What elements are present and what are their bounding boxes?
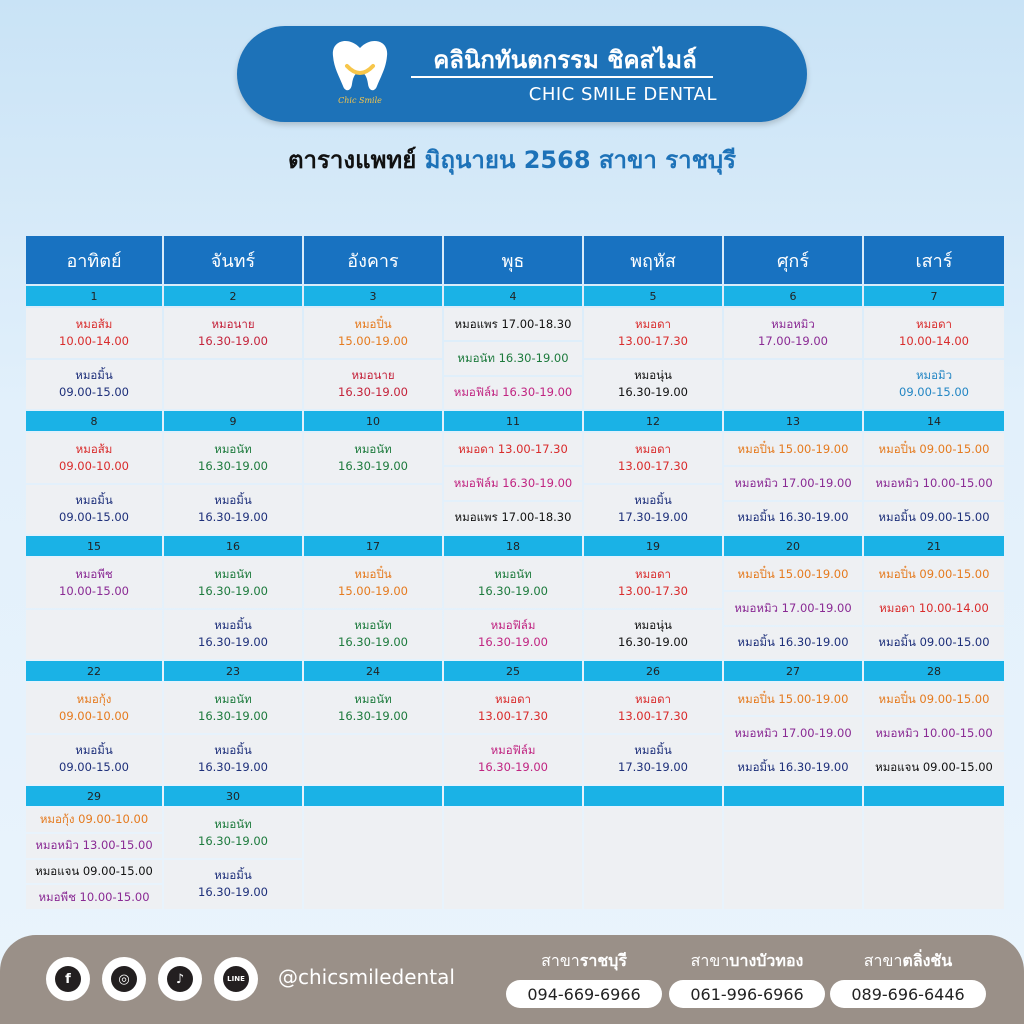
date-number: 10 xyxy=(304,411,442,431)
schedule-cell xyxy=(304,683,442,784)
doctor-entry xyxy=(864,592,1004,624)
shift-time: 15.00-19.00 xyxy=(338,333,408,348)
branch-phone[interactable]: 089-696-6446 xyxy=(830,980,986,1008)
date-number: 2 xyxy=(164,286,302,306)
doctor-name: หมอดา xyxy=(635,691,671,706)
schedule-cell xyxy=(26,808,162,909)
doctor-name: หมอนัท xyxy=(214,816,252,831)
shift-time: 13.00-17.30 xyxy=(618,333,688,348)
doctor-entry xyxy=(724,308,862,358)
empty-slot xyxy=(444,808,582,909)
shift-time: 09.00-15.00 xyxy=(59,510,129,525)
date-number: 9 xyxy=(164,411,302,431)
doctor-shift: หมอปิ๋น 09.00-15.00 xyxy=(878,441,990,456)
shift-time: 10.00-15.00 xyxy=(59,583,129,598)
doctor-name: หมอนาย xyxy=(211,316,255,331)
doctor-name: หมอดา xyxy=(916,316,952,331)
date-number: 4 xyxy=(444,286,582,306)
empty-slot xyxy=(304,808,442,909)
schedule-cell xyxy=(584,433,722,534)
doctor-name: หมอนุ่น xyxy=(634,368,672,383)
schedule-cell xyxy=(584,808,722,909)
doctor-entry xyxy=(164,485,302,535)
empty-slot xyxy=(724,808,862,909)
doctor-shift: หมอกุ้ง 09.00-10.00 xyxy=(39,812,149,827)
title-prefix: ตารางแพทย์ xyxy=(287,146,417,174)
doctor-entry xyxy=(864,433,1004,465)
doctor-entry xyxy=(584,485,722,535)
schedule-cell xyxy=(724,308,862,409)
empty-slot xyxy=(584,808,722,909)
doctor-name: หมอส้ม xyxy=(75,316,113,331)
day-header: อังคาร xyxy=(304,236,442,284)
shift-time: 16.30-19.00 xyxy=(618,635,688,650)
schedule-cell xyxy=(164,308,302,409)
schedule-cell xyxy=(164,808,302,909)
schedule-cell xyxy=(724,808,862,909)
doctor-name: หมอมิ้น xyxy=(634,493,672,508)
doctor-entry xyxy=(164,308,302,358)
facebook-icon-glyph: f xyxy=(55,966,81,992)
doctor-name: หมอนัท xyxy=(354,691,392,706)
day-header: พฤหัส xyxy=(584,236,722,284)
doctor-shift: หมอปิ๋น 09.00-15.00 xyxy=(878,691,990,706)
doctor-schedule-calendar xyxy=(26,236,1008,904)
date-number: 7 xyxy=(864,286,1004,306)
doctor-entry xyxy=(864,308,1004,358)
date-number: 15 xyxy=(26,536,162,556)
clinic-header xyxy=(237,26,807,122)
tiktok-icon[interactable] xyxy=(158,957,202,1001)
clinic-logo xyxy=(325,36,395,112)
doctor-entry xyxy=(584,735,722,785)
date-number: 13 xyxy=(724,411,862,431)
doctor-entry xyxy=(724,752,862,784)
day-header: อาทิตย์ xyxy=(26,236,162,284)
social-handle[interactable]: @chicsmiledental xyxy=(278,965,455,989)
branch-prefix: สาขา xyxy=(863,951,903,970)
doctor-name: หมอดา xyxy=(635,316,671,331)
doctor-entry xyxy=(864,360,1004,410)
doctor-entry xyxy=(26,808,162,832)
doctor-entry xyxy=(26,558,162,608)
doctor-name: หมอดา xyxy=(635,441,671,456)
doctor-entry xyxy=(26,683,162,733)
doctor-name: หมอนัท xyxy=(214,566,252,581)
doctor-shift: หมอมิ้น 16.30-19.00 xyxy=(737,635,849,650)
shift-time: 16.30-19.00 xyxy=(338,708,408,723)
schedule-cell xyxy=(26,433,162,534)
shift-time: 16.30-19.00 xyxy=(338,385,408,400)
date-number: 28 xyxy=(864,661,1004,681)
doctor-shift: หมอหมิว 10.00-15.00 xyxy=(875,725,993,740)
doctor-entry xyxy=(444,377,582,409)
branch-name: ตลิ่งชัน xyxy=(902,951,953,970)
doctor-entry xyxy=(724,592,862,624)
doctor-entry xyxy=(864,467,1004,499)
branch-phone[interactable]: 061-996-6966 xyxy=(669,980,825,1008)
title-month-branch: มิถุนายน 2568 สาขา ราชบุรี xyxy=(424,146,737,174)
footer-bar xyxy=(0,935,1024,1024)
doctor-entry xyxy=(164,808,302,858)
doctor-shift: หมอพีช 10.00-15.00 xyxy=(38,889,150,904)
empty-slot xyxy=(304,735,442,785)
shift-time: 09.00-10.00 xyxy=(59,458,129,473)
doctor-entry xyxy=(584,683,722,733)
date-number xyxy=(724,786,862,806)
shift-time: 17.30-19.00 xyxy=(618,760,688,775)
date-number: 12 xyxy=(584,411,722,431)
doctor-name: หมอส้ม xyxy=(75,441,113,456)
branch-name: ราชบุรี xyxy=(579,951,627,970)
shift-time: 16.30-19.00 xyxy=(198,510,268,525)
shift-time: 10.00-14.00 xyxy=(59,333,129,348)
instagram-icon-glyph: ◎ xyxy=(111,966,137,992)
doctor-entry xyxy=(724,502,862,534)
date-number: 8 xyxy=(26,411,162,431)
doctor-shift: หมอมิ้น 09.00-15.00 xyxy=(878,635,990,650)
doctor-shift: หมอปิ๋น 15.00-19.00 xyxy=(737,566,849,581)
doctor-entry xyxy=(584,360,722,410)
doctor-entry xyxy=(304,558,442,608)
doctor-shift: หมอดา 13.00-17.30 xyxy=(458,441,568,456)
doctor-name: หมอมิ้น xyxy=(214,868,252,883)
date-number: 30 xyxy=(164,786,302,806)
doctor-entry xyxy=(164,735,302,785)
day-header: พุธ xyxy=(444,236,582,284)
day-header: จันทร์ xyxy=(164,236,302,284)
schedule-cell xyxy=(26,308,162,409)
doctor-entry xyxy=(724,717,862,749)
doctor-entry xyxy=(26,433,162,483)
tiktok-icon-glyph: ♪ xyxy=(167,966,193,992)
shift-time: 13.00-17.30 xyxy=(618,708,688,723)
doctor-entry xyxy=(26,735,162,785)
doctor-name: หมอฟิล์ม xyxy=(490,618,536,633)
date-number: 16 xyxy=(164,536,302,556)
doctor-shift: หมอปิ๋น 09.00-15.00 xyxy=(878,566,990,581)
doctor-entry xyxy=(26,834,162,858)
doctor-entry xyxy=(864,558,1004,590)
doctor-entry xyxy=(304,610,442,660)
date-number: 22 xyxy=(26,661,162,681)
doctor-entry xyxy=(584,308,722,358)
shift-time: 16.30-19.00 xyxy=(478,583,548,598)
doctor-name: หมอดา xyxy=(495,691,531,706)
schedule-cell xyxy=(584,683,722,784)
doctor-name: หมอนัท xyxy=(494,566,532,581)
schedule-cell xyxy=(864,433,1004,534)
schedule-cell xyxy=(444,683,582,784)
doctor-entry xyxy=(444,610,582,660)
doctor-shift: หมอมิ้น 16.30-19.00 xyxy=(737,760,849,775)
doctor-shift: หมอแพร 17.00-18.30 xyxy=(454,316,572,331)
date-number: 25 xyxy=(444,661,582,681)
schedule-cell xyxy=(26,558,162,659)
branch-label xyxy=(830,949,986,974)
doctor-shift: หมอปิ๋น 15.00-19.00 xyxy=(737,691,849,706)
doctor-name: หมอฟิล์ม xyxy=(490,743,536,758)
date-number: 26 xyxy=(584,661,722,681)
date-number: 20 xyxy=(724,536,862,556)
shift-time: 09.00-10.00 xyxy=(59,708,129,723)
shift-time: 16.30-19.00 xyxy=(338,635,408,650)
branch-label xyxy=(506,949,662,974)
schedule-cell xyxy=(164,683,302,784)
date-number: 29 xyxy=(26,786,162,806)
doctor-entry xyxy=(864,502,1004,534)
empty-slot xyxy=(864,808,1004,909)
doctor-entry xyxy=(724,433,862,465)
date-number xyxy=(304,786,442,806)
branch-prefix: สาขา xyxy=(690,951,730,970)
doctor-entry xyxy=(864,752,1004,784)
day-header: เสาร์ xyxy=(864,236,1004,284)
shift-time: 16.30-19.00 xyxy=(198,708,268,723)
date-number: 17 xyxy=(304,536,442,556)
doctor-name: หมอมิ้น xyxy=(634,743,672,758)
doctor-entry xyxy=(444,467,582,499)
doctor-entry xyxy=(584,433,722,483)
doctor-entry xyxy=(864,683,1004,715)
shift-time: 13.00-17.30 xyxy=(618,458,688,473)
doctor-entry xyxy=(584,610,722,660)
shift-time: 16.30-19.00 xyxy=(198,833,268,848)
shift-time: 16.30-19.00 xyxy=(198,583,268,598)
doctor-shift: หมอดา 10.00-14.00 xyxy=(879,600,989,615)
facebook-icon[interactable] xyxy=(46,957,90,1001)
branch-prefix: สาขา xyxy=(541,951,580,970)
schedule-cell xyxy=(304,308,442,409)
doctor-entry xyxy=(584,558,722,608)
branch-label xyxy=(669,949,825,974)
shift-time: 15.00-19.00 xyxy=(338,583,408,598)
schedule-cell xyxy=(864,308,1004,409)
branch-name: บางบัวทอง xyxy=(729,951,804,970)
doctor-name: หมอมิ้น xyxy=(75,743,113,758)
date-number xyxy=(584,786,722,806)
doctor-name: หมอมิ้น xyxy=(214,743,252,758)
shift-time: 16.30-19.00 xyxy=(198,333,268,348)
shift-time: 16.30-19.00 xyxy=(338,458,408,473)
empty-slot xyxy=(26,610,162,660)
doctor-entry xyxy=(26,360,162,410)
doctor-entry xyxy=(724,467,862,499)
doctor-entry xyxy=(164,610,302,660)
doctor-shift: หมอแจน 09.00-15.00 xyxy=(875,760,993,775)
doctor-name: หมอดา xyxy=(635,566,671,581)
doctor-name: หมอนาย xyxy=(351,368,395,383)
doctor-entry xyxy=(304,360,442,410)
shift-time: 10.00-14.00 xyxy=(899,333,969,348)
clinic-name-thai: คลินิกทันตกรรม ชิคสไมล์ xyxy=(433,46,697,74)
doctor-shift: หมอแจน 09.00-15.00 xyxy=(35,863,153,878)
schedule-cell xyxy=(864,683,1004,784)
doctor-name: หมอมิ้น xyxy=(75,493,113,508)
date-number xyxy=(444,786,582,806)
date-number: 21 xyxy=(864,536,1004,556)
doctor-entry xyxy=(724,627,862,659)
doctor-entry xyxy=(164,683,302,733)
shift-time: 16.30-19.00 xyxy=(198,760,268,775)
doctor-entry xyxy=(444,342,582,374)
doctor-entry xyxy=(724,558,862,590)
shift-time: 16.30-19.00 xyxy=(198,885,268,900)
schedule-cell xyxy=(864,558,1004,659)
doctor-entry xyxy=(304,308,442,358)
date-number: 18 xyxy=(444,536,582,556)
logo-text: Chic Smile xyxy=(338,96,382,105)
doctor-shift: หมอหมิว 17.00-19.00 xyxy=(734,475,852,490)
doctor-entry xyxy=(26,885,162,909)
doctor-name: หมอนัท xyxy=(214,441,252,456)
shift-time: 09.00-15.00 xyxy=(59,760,129,775)
date-number: 27 xyxy=(724,661,862,681)
doctor-entry xyxy=(444,308,582,340)
doctor-entry xyxy=(26,485,162,535)
doctor-name: หมอมิ้น xyxy=(214,493,252,508)
doctor-entry xyxy=(444,735,582,785)
date-number: 11 xyxy=(444,411,582,431)
doctor-shift: หมอมิ้น 09.00-15.00 xyxy=(878,510,990,525)
shift-time: 17.00-19.00 xyxy=(758,333,828,348)
schedule-cell xyxy=(444,433,582,534)
date-number: 5 xyxy=(584,286,722,306)
schedule-cell xyxy=(864,808,1004,909)
schedule-cell xyxy=(584,308,722,409)
schedule-cell xyxy=(724,558,862,659)
doctor-shift: หมอฟิล์ม 16.30-19.00 xyxy=(453,385,573,400)
branch-contact xyxy=(669,949,825,1008)
shift-time: 09.00-15.00 xyxy=(899,385,969,400)
doctor-entry xyxy=(164,433,302,483)
tooth-logo-icon xyxy=(325,36,395,98)
empty-slot xyxy=(164,360,302,410)
doctor-shift: หมอหมิว 17.00-19.00 xyxy=(734,600,852,615)
doctor-name: หมอนัท xyxy=(214,691,252,706)
doctor-entry xyxy=(26,308,162,358)
date-number xyxy=(864,786,1004,806)
shift-time: 13.00-17.30 xyxy=(618,583,688,598)
doctor-shift: หมอแพร 17.00-18.30 xyxy=(454,510,572,525)
page-title xyxy=(0,140,1024,179)
doctor-entry xyxy=(444,558,582,608)
doctor-entry xyxy=(164,558,302,608)
instagram-icon[interactable] xyxy=(102,957,146,1001)
doctor-shift: หมอหมิว 17.00-19.00 xyxy=(734,725,852,740)
date-number: 14 xyxy=(864,411,1004,431)
date-number: 23 xyxy=(164,661,302,681)
doctor-name: หมอนัท xyxy=(354,441,392,456)
doctor-entry xyxy=(444,433,582,465)
doctor-entry xyxy=(164,860,302,910)
doctor-shift: หมอมิ้น 16.30-19.00 xyxy=(737,510,849,525)
schedule-cell xyxy=(724,433,862,534)
branch-contact xyxy=(506,949,662,1008)
branch-phone[interactable]: 094-669-6966 xyxy=(506,980,662,1008)
empty-slot xyxy=(304,485,442,535)
shift-time: 16.30-19.00 xyxy=(198,458,268,473)
doctor-name: หมอมิ้น xyxy=(214,618,252,633)
doctor-shift: หมอฟิล์ม 16.30-19.00 xyxy=(453,475,573,490)
doctor-shift: หมอปิ๋น 15.00-19.00 xyxy=(737,441,849,456)
empty-slot xyxy=(724,360,862,410)
doctor-name: หมอมิ้น xyxy=(75,368,113,383)
shift-time: 16.30-19.00 xyxy=(478,760,548,775)
doctor-shift: หมอหมิว 13.00-15.00 xyxy=(35,838,153,853)
schedule-cell xyxy=(584,558,722,659)
doctor-name: หมอมิว xyxy=(915,368,953,383)
schedule-cell xyxy=(724,683,862,784)
schedule-cell xyxy=(164,558,302,659)
doctor-entry xyxy=(444,683,582,733)
header-divider xyxy=(411,76,713,78)
line-icon-glyph: LINE xyxy=(223,966,249,992)
schedule-cell xyxy=(304,558,442,659)
doctor-name: หมอนัท xyxy=(354,618,392,633)
doctor-entry xyxy=(864,627,1004,659)
schedule-cell xyxy=(444,808,582,909)
doctor-name: หมอกุ้ง xyxy=(76,691,112,706)
doctor-entry xyxy=(304,683,442,733)
date-number: 6 xyxy=(724,286,862,306)
shift-time: 16.30-19.00 xyxy=(618,385,688,400)
doctor-entry xyxy=(304,433,442,483)
doctor-entry xyxy=(444,502,582,534)
schedule-cell xyxy=(444,308,582,409)
doctor-name: หมอหมิว xyxy=(771,316,815,331)
shift-time: 13.00-17.30 xyxy=(478,708,548,723)
doctor-name: หมอปิ๋น xyxy=(354,316,392,331)
doctor-shift: หมอหมิว 10.00-15.00 xyxy=(875,475,993,490)
schedule-cell xyxy=(304,433,442,534)
doctor-entry xyxy=(26,860,162,884)
date-number: 3 xyxy=(304,286,442,306)
doctor-name: หมอพีช xyxy=(75,566,113,581)
schedule-cell xyxy=(26,683,162,784)
shift-time: 16.30-19.00 xyxy=(198,635,268,650)
day-header: ศุกร์ xyxy=(724,236,862,284)
line-icon[interactable] xyxy=(214,957,258,1001)
doctor-entry xyxy=(864,717,1004,749)
date-number: 24 xyxy=(304,661,442,681)
schedule-cell xyxy=(444,558,582,659)
shift-time: 09.00-15.00 xyxy=(59,385,129,400)
doctor-shift: หมอนัท 16.30-19.00 xyxy=(457,350,569,365)
schedule-cell xyxy=(304,808,442,909)
schedule-cell xyxy=(164,433,302,534)
doctor-entry xyxy=(724,683,862,715)
shift-time: 17.30-19.00 xyxy=(618,510,688,525)
date-number: 19 xyxy=(584,536,722,556)
branch-contact xyxy=(830,949,986,1008)
shift-time: 16.30-19.00 xyxy=(478,635,548,650)
clinic-name-english: CHIC SMILE DENTAL xyxy=(528,84,717,105)
date-number: 1 xyxy=(26,286,162,306)
doctor-name: หมอนุ่น xyxy=(634,618,672,633)
doctor-name: หมอปิ๋น xyxy=(354,566,392,581)
